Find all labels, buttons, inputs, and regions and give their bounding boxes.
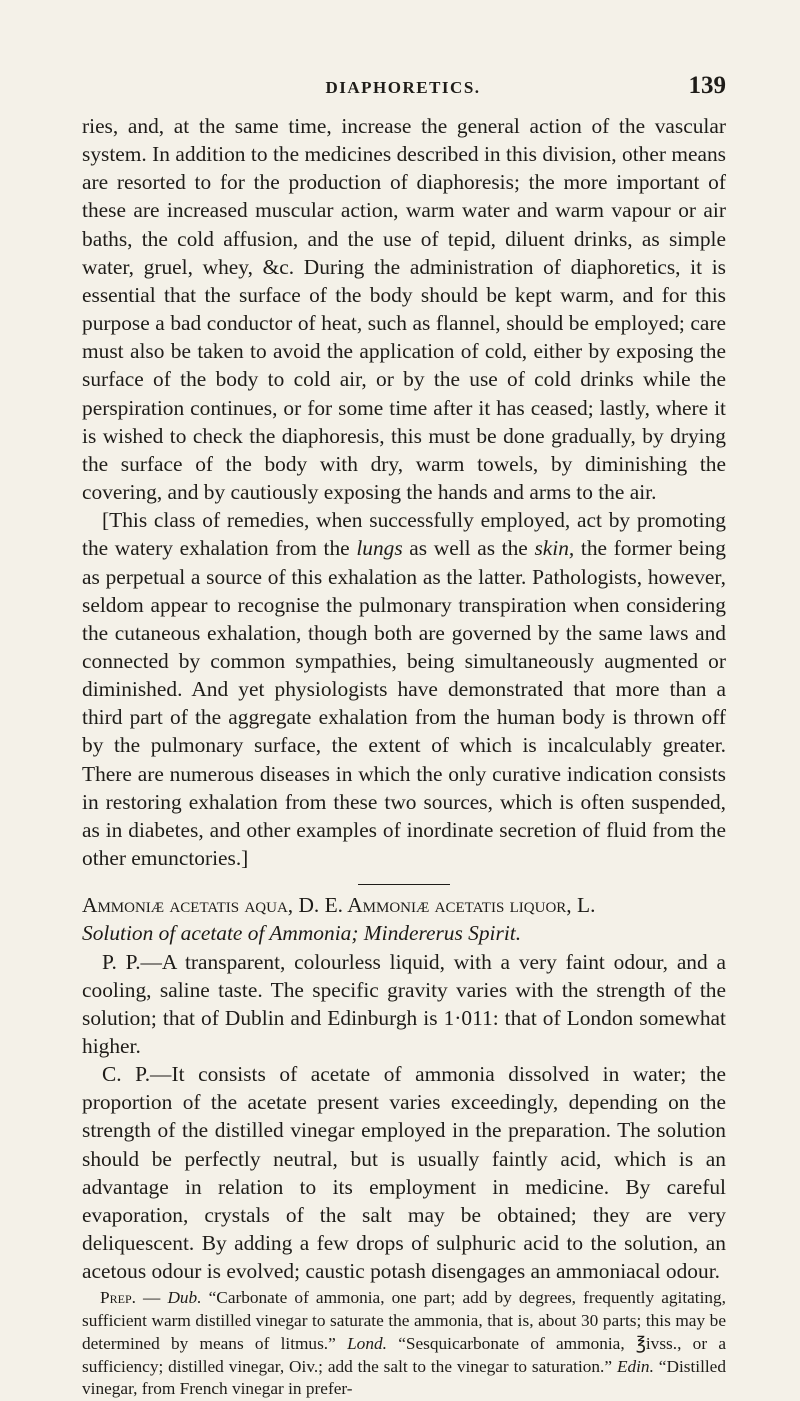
section-divider-rule <box>358 884 450 885</box>
paragraph-continued: ries, and, at the same time, increase the general action of the vascular system. In addition to the medicines described in this division, other means are resorted to for the production of diaphoresis; the more important of these are increased muscular action, warm water and warm vapour or air baths, the cold affusion, and the use of tepid, diluent drinks, as simple water, gruel, whey, &c. During the administration of diaphoretics, it is essential that the surface of the body should be kept warm, and for this purpose a bad conductor of heat, such as flannel, should be employed; care must also be taken to avoid the application of cold, either by exposing the surface of the body to cold air, or by the use of cold drinks while the perspiration continues, or for some time after it has ceased; lastly, where it is wished to check the diaphoresis, this must be done gradually, by drying the surface of the body with dry, warm towels, by diminishing the covering, and by cautiously exposing the hands and arms to the air. <box>82 114 726 505</box>
prep-label: Prep. <box>100 1288 136 1308</box>
prep-edin-text: “Distilled vinegar, from French vinegar in prefer- <box>82 1356 726 1399</box>
paragraph-bracketed-note <box>82 506 726 872</box>
physical-properties-paragraph: P. P.—A transparent, colourless liquid, with a very faint odour, and a cooling, saline taste. The specific gravity varies with the strength of the solution; that of Dublin and Edinburgh is 1·011: that of London somewhat higher. <box>82 949 726 1058</box>
body-text <box>82 112 726 1401</box>
entry-synonyms-text: Solution of acetate of Ammonia; Mindererus Spirit. <box>82 921 522 946</box>
prep-dub-text: “Carbonate of ammonia, one part; add by degrees, frequently agitating, sufficient warm distilled vinegar to saturate the ammonia, that is, about 30 parts; this may be determined by means of litmus.” <box>82 1288 726 1353</box>
note-lungs: lungs <box>356 536 403 561</box>
page-number: 139 <box>688 72 726 99</box>
note-text-b: as well as the <box>402 536 535 561</box>
note-text-c: the former being as perpetual a source of this exhalation as the latter. Pathologists, however, seldom appear to recognise the pulmonary transpiration when considering the cutaneous exhalation, though both are governed by the same laws and connected by common sympathies, being simultaneously augmented or diminished. And yet physiologists have demonstrated that more than a third part of the aggregate exhalation from the human body is thrown off by the pulmonary surface, the extent of which is incalculably greater. There are numerous diseases in which the only curative indication consists in restoring exhalation from these two sources, which is often suspended, as in diabetes, and other examples of inordinate secretion of fluid from the other emunctories.] <box>82 536 727 871</box>
prep-dub-label: Dub. <box>167 1288 202 1308</box>
entry-heading: Ammoniæ acetatis aqua, D. E. Ammoniæ acetatis liquor, L. <box>82 893 596 918</box>
prep-lond-label: Lond. <box>347 1333 387 1353</box>
running-head <box>80 72 726 102</box>
note-text-a: [This class of remedies, when successfully employed, act by promoting the watery exhalation from the <box>82 508 726 561</box>
preparation-note <box>82 1287 726 1401</box>
prep-edin-label: Edin. <box>616 1356 654 1376</box>
chemical-properties-paragraph: C. P.—It consists of acetate of ammonia dissolved in water; the proportion of the acetate present varies exceedingly, depending on the strength of the distilled vinegar employed in the preparation. The solution should be perfectly neutral, but is usually faintly acid, which is an advantage in relation to its employment in medicine. By careful evaporation, crystals of the salt may be obtained; they are very deliquescent. By adding a few drops of sulphuric acid to the solution, an acetous odour is evolved; caustic potash disengages an ammoniacal odour. <box>82 1062 726 1284</box>
note-skin: skin, <box>534 536 575 561</box>
entry-synonyms <box>82 919 726 947</box>
preparation-paragraph: Prep. — Dub. “Carbonate of ammonia, one part; add by degrees, frequently agitating, sufficient warm distilled vinegar to saturate the ammonia, that is, about 30 parts; this may be determined by means of litmus.” Lond. “Sesquicarbonate of ammonia, ℥ivss., or a sufficiency; distilled vinegar, Oiv.; add the salt to the vinegar to saturation.” Edin. “Distilled vinegar, from French vinegar in prefer- <box>82 1288 726 1399</box>
running-head-title: DIAPHORETICS. <box>325 78 481 97</box>
prep-lond-text: “Sesquicarbonate of ammonia, ℥ivss., or a sufficiency; distilled vinegar, Oiv.; add the salt to the vinegar to saturation.” <box>82 1333 726 1376</box>
